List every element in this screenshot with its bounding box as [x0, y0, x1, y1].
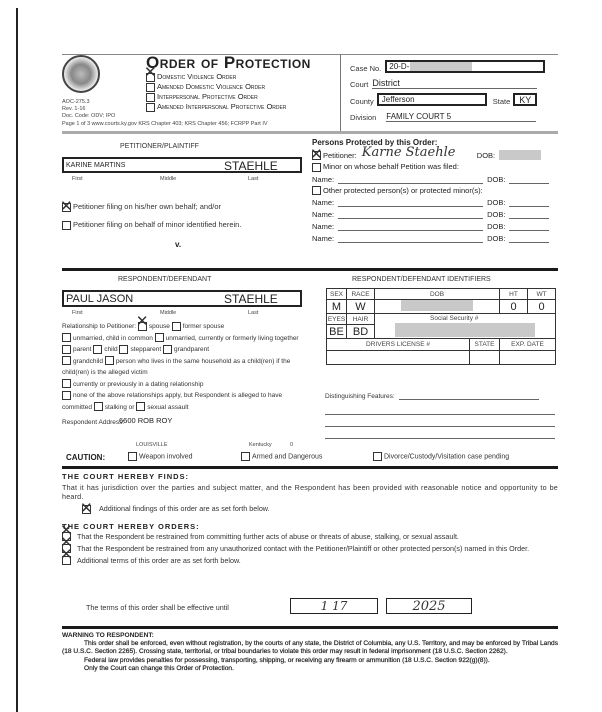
respondent-name-field[interactable]: PAUL JASON STAEHLE: [62, 290, 302, 307]
checkbox-unmarried-child[interactable]: [62, 333, 71, 342]
dob-input[interactable]: [509, 230, 549, 231]
race-value: W: [347, 300, 375, 314]
form-title: Order of Protection: [146, 53, 311, 72]
dob-input[interactable]: [509, 242, 549, 243]
header-bottom-rule: [62, 131, 558, 134]
name-input[interactable]: [338, 242, 483, 243]
height-value: 0: [500, 300, 528, 314]
checkbox[interactable]: [146, 83, 155, 92]
warning-block: WARNING TO RESPONDENT: This order shall be enforced, even without registration, by the courts of any state, the District of Columbia, any U.S. Territory, and may be enforced by Tribal Lands (18 U.S.C. Section 2265). Crossing state, territorial, or tribal boundaries to violate this order may result in federal imprisonment (18 U.S.C. Section 2262). Federal law provides penalties for possessing, transporting, shipping, or receiving any firearm or ammunition (18 U.S.C. Section 922(g)(8)). Only the Court can change this Order of Protection.: [62, 632, 558, 672]
features-input[interactable]: [399, 399, 539, 400]
hair-value: BD: [347, 325, 375, 339]
identifiers-table: SEX RACE DOB HT WT M W 0 0 EYES HAIR Social Security # BE BD DRIVERS LICENSE # STATE EXP. DATE: [326, 288, 556, 365]
order-item[interactable]: ✕ Additional terms of this order are as set forth below.: [62, 556, 558, 565]
redaction: [499, 150, 541, 160]
checkbox-stepparent[interactable]: [119, 345, 128, 354]
section-rule: [62, 626, 558, 629]
checkbox[interactable]: [128, 452, 137, 461]
checkbox-grandparent[interactable]: [163, 345, 172, 354]
petitioner-minor-behalf[interactable]: Petitioner filing on behalf of minor identified herein.: [62, 220, 241, 230]
weight-value: 0: [528, 300, 556, 314]
caution-label: CAUTION:: [66, 453, 106, 462]
order-item[interactable]: ✕ That the Respondent be restrained from any unauthorized contact with the Petitioner/Plaintiff or other protected person(s) named in this Order.: [62, 544, 558, 553]
case-info: Case No. 20-D- Court District County Jefferson State KY Division FAMILY COURT 5: [350, 58, 560, 122]
ssn-cell: Social Security #: [375, 314, 556, 339]
name-row: Name: DOB:: [312, 207, 560, 219]
checkbox-spouse[interactable]: [138, 322, 147, 331]
checkbox-unmarried-living[interactable]: [155, 333, 164, 342]
petitioner-signature: Karne Staehle: [361, 145, 456, 160]
checkbox[interactable]: [62, 556, 71, 565]
petitioner-name-field[interactable]: KARINE MARTINS STAEHLE: [62, 157, 302, 173]
checkbox[interactable]: [62, 221, 71, 230]
effective-date-field[interactable]: 1 17: [290, 598, 378, 614]
name-row: Name: DOB:: [312, 219, 560, 231]
checkbox-sexual-assault[interactable]: [136, 402, 145, 411]
checkbox[interactable]: [312, 151, 321, 160]
redaction: [395, 323, 535, 337]
identifiers-title: RESPONDENT/DEFENDANT IDENTIFIERS: [352, 276, 491, 283]
page-edge: [16, 8, 18, 712]
name-input[interactable]: [338, 218, 483, 219]
checkbox[interactable]: [146, 103, 155, 112]
checkbox[interactable]: [82, 505, 91, 514]
header-divider: [340, 54, 341, 131]
county-field[interactable]: Jefferson: [377, 93, 487, 106]
name-input[interactable]: [338, 206, 483, 207]
checkbox[interactable]: [241, 452, 250, 461]
caution-divorce[interactable]: Divorce/Custody/Visitation case pending: [373, 452, 509, 461]
order-type-dvo[interactable]: ✕Domestic Violence Order: [146, 72, 286, 82]
court-field[interactable]: District: [372, 78, 537, 89]
checkbox-none-apply[interactable]: [62, 391, 71, 400]
division-field[interactable]: FAMILY COURT 5: [386, 112, 536, 122]
checkbox[interactable]: [312, 186, 321, 195]
name-row: Name: DOB:: [312, 195, 560, 207]
protected-persons: Persons Protected by this Order: ✕ Petitioner: Karne Staehle DOB: Minor on whose behalf Petition was filed: Name: DOB: Other protected person(s) or protected minor(s): Name: DOB: Name: DOB: Name: DOB: Name: DOB:: [312, 138, 560, 243]
respondent-address-street: 6600 ROB ROY: [119, 416, 173, 425]
dob-input[interactable]: [509, 206, 549, 207]
order-type-list: [146, 72, 286, 112]
checkbox[interactable]: [312, 163, 321, 172]
section-rule: [62, 466, 558, 469]
order-item[interactable]: ✕ That the Respondent be restrained from committing further acts of abuse or threats of abuse, stalking, or sexual assault.: [62, 532, 558, 541]
name-input[interactable]: [338, 183, 483, 184]
protected-petitioner: ✕ Petitioner: Karne Staehle DOB:: [312, 147, 560, 160]
dob-input[interactable]: [509, 218, 549, 219]
checkbox-former-spouse[interactable]: [172, 322, 181, 331]
findings-title: THE COURT HEREBY FINDS:: [62, 472, 190, 481]
state-seal-icon: [62, 55, 100, 93]
checkbox-household[interactable]: [105, 356, 114, 365]
respondent-address-zip: 0: [290, 442, 294, 448]
caution-weapon[interactable]: Weapon involved: [128, 452, 193, 461]
protected-minor[interactable]: Minor on whose behalf Petition was filed:: [312, 162, 560, 172]
checkbox[interactable]: [146, 73, 155, 82]
checkbox-dating[interactable]: [62, 379, 71, 388]
order-type-amended-dvo[interactable]: Amended Domestic Violence Order: [146, 82, 286, 92]
eyes-value: BE: [327, 325, 347, 339]
form-codes: AOC-275.3 Rev. 1-16 Doc. Code: ODV; IPO: [62, 99, 116, 119]
redaction: [401, 300, 473, 311]
checkbox[interactable]: [373, 452, 382, 461]
orders-title: THE COURT HEREBY ORDERS:: [62, 522, 200, 531]
findings-additional[interactable]: ✕Additional findings of this order are as set forth below.: [82, 504, 270, 514]
page-info: Page 1 of 3 www.courts.ky.gov KRS Chapter 403; KRS Chapter 456; FCRPP Part IV: [62, 121, 268, 127]
checkbox-parent[interactable]: [62, 345, 71, 354]
orders-list: [62, 532, 558, 565]
checkbox[interactable]: [62, 203, 71, 212]
checkbox[interactable]: [146, 93, 155, 102]
checkbox-child[interactable]: [93, 345, 102, 354]
name-input[interactable]: [338, 230, 483, 231]
name-row: Name: DOB:: [312, 231, 560, 243]
dob-value: [375, 300, 500, 314]
relationship-options: Relationship to Petitioner: ✕ spouse former spouse unmarried, child in common unmarried, currently or formerly living together parent child stepparent grandparent grandchild person who lives in the same household as a child(ren) if the child(ren) is the alleged victim currently or previously in a dating relationship none of the above relationships apply, but Respondent is alleged to have committed stalking or sexual assault: [62, 321, 302, 413]
case-number-field[interactable]: 20-D-: [385, 60, 545, 73]
features-line: [325, 414, 555, 415]
section-rule: [62, 268, 558, 271]
petitioner-section-title: PETITIONER/PLAINTIFF: [120, 143, 199, 150]
effective-year-field[interactable]: 2025: [386, 598, 472, 614]
dl-number-value: [327, 351, 470, 365]
distinguishing-features: Distinguishing Features:: [325, 393, 539, 400]
name-row: Name: DOB:: [312, 172, 560, 184]
versus-label: v.: [175, 240, 182, 249]
respondent-section-title: RESPONDENT/DEFENDANT: [118, 276, 212, 283]
caution-armed[interactable]: Armed and Dangerous: [241, 452, 322, 461]
redaction: [410, 62, 472, 71]
dob-input[interactable]: [509, 183, 549, 184]
state-field[interactable]: KY: [513, 93, 537, 106]
protected-other[interactable]: Other protected person(s) or protected minor(s):: [312, 186, 560, 196]
features-line: [325, 426, 555, 427]
checkbox-stalking[interactable]: [94, 402, 103, 411]
order-type-ipo[interactable]: Interpersonal Protective Order: [146, 92, 286, 102]
findings-text: That it has jurisdiction over the parties and subject matter, and the Respondent has been provided with reasonable notice and opportunity to be heard.: [62, 483, 558, 501]
respondent-address-state: Kentucky: [249, 442, 272, 448]
dl-exp-value: [500, 351, 556, 365]
respondent-address-city: LOUISVILLE: [136, 442, 168, 448]
features-line: [325, 438, 555, 439]
dl-state-value: [470, 351, 500, 365]
petitioner-own-behalf[interactable]: ✕Petitioner filing on his/her own behalf; and/or: [62, 202, 221, 212]
effective-label: The terms of this order shall be effective until: [86, 603, 229, 612]
order-type-amended-ipo[interactable]: Amended Interpersonal Protective Order: [146, 102, 286, 112]
checkbox-grandchild[interactable]: [62, 356, 71, 365]
sex-value: M: [327, 300, 347, 314]
